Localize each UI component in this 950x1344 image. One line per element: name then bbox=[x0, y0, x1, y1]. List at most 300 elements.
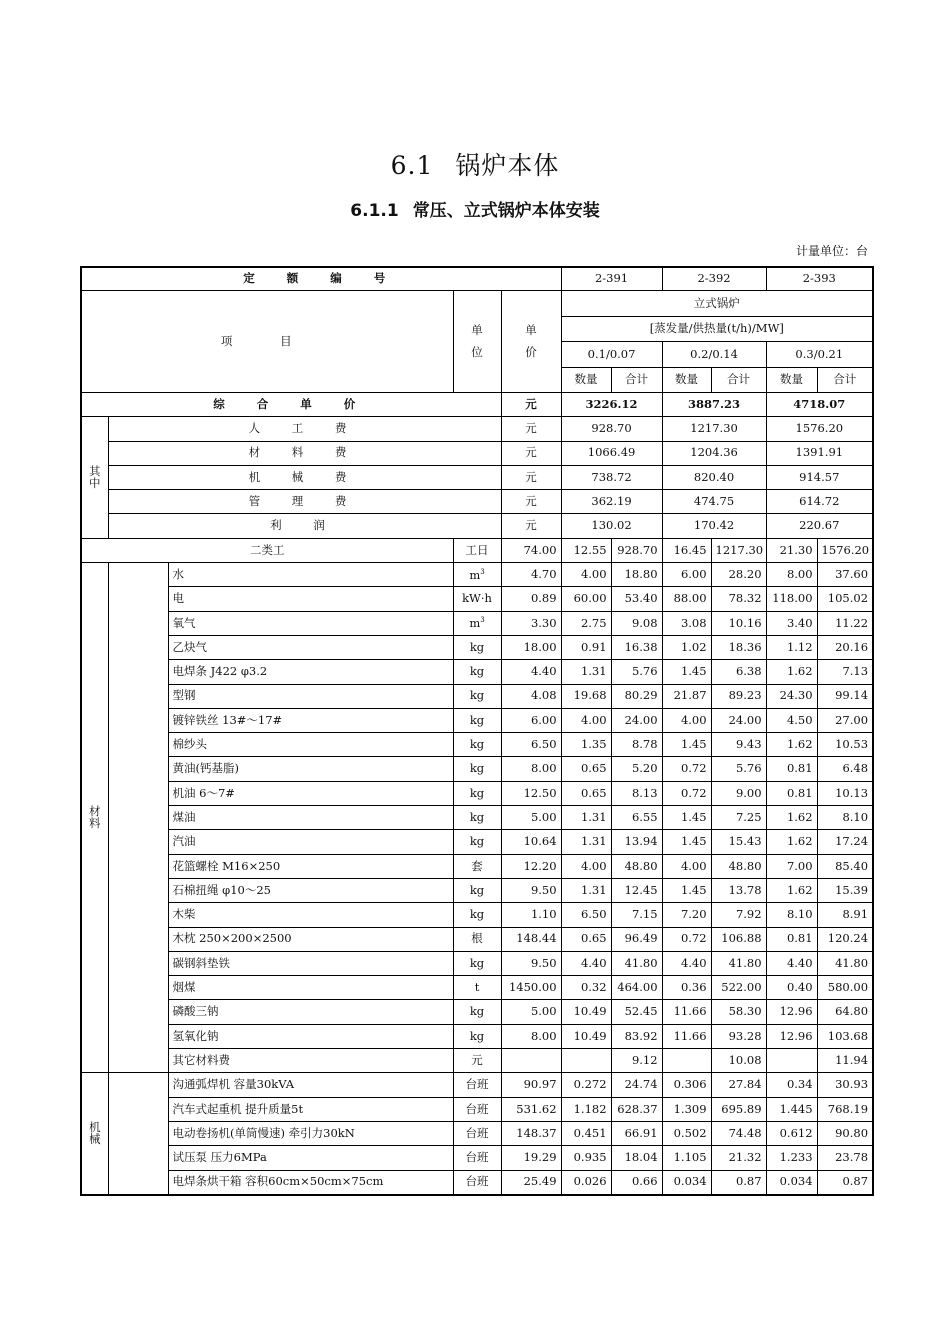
resource-qty: 0.72 bbox=[662, 757, 711, 781]
resource-price: 148.44 bbox=[501, 927, 561, 951]
resource-qty: 0.034 bbox=[662, 1170, 711, 1195]
quota-code: 2-391 bbox=[561, 267, 662, 291]
breakdown-unit: 元 bbox=[501, 514, 561, 538]
resource-sum: 5.20 bbox=[611, 757, 662, 781]
resource-qty: 7.00 bbox=[766, 854, 817, 878]
breakdown-unit: 元 bbox=[501, 441, 561, 465]
resource-price: 90.97 bbox=[501, 1073, 561, 1097]
resource-unit: kg bbox=[453, 830, 501, 854]
blank-cell bbox=[108, 1073, 168, 1195]
breakdown-value: 474.75 bbox=[662, 490, 766, 514]
resource-sum: 6.48 bbox=[817, 757, 873, 781]
labor-qty: 21.30 bbox=[766, 538, 817, 562]
resource-sum: 8.78 bbox=[611, 733, 662, 757]
resource-qty: 0.306 bbox=[662, 1073, 711, 1097]
resource-sum: 7.13 bbox=[817, 660, 873, 684]
resource-qty: 3.08 bbox=[662, 611, 711, 635]
resource-qty: 0.91 bbox=[561, 635, 611, 659]
resource-sum: 17.24 bbox=[817, 830, 873, 854]
resource-sum: 30.93 bbox=[817, 1073, 873, 1097]
material-row bbox=[81, 878, 873, 902]
resource-sum: 9.43 bbox=[711, 733, 766, 757]
resource-sum: 18.80 bbox=[611, 563, 662, 587]
resource-unit: kg bbox=[453, 806, 501, 830]
breakdown-label: 材 料 费 bbox=[108, 441, 501, 465]
breakdown-unit: 元 bbox=[501, 490, 561, 514]
machinery-row bbox=[81, 1073, 873, 1097]
resource-qty: 1.309 bbox=[662, 1097, 711, 1121]
subsection-number: 6.1.1 bbox=[350, 201, 399, 221]
resource-name: 机油 6～7# bbox=[168, 781, 453, 805]
material-row bbox=[81, 903, 873, 927]
resource-sum: 15.39 bbox=[817, 878, 873, 902]
resource-qty: 2.75 bbox=[561, 611, 611, 635]
resource-qty: 19.68 bbox=[561, 684, 611, 708]
resource-name: 汽车式起重机 提升质量5t bbox=[168, 1097, 453, 1121]
resource-sum: 89.23 bbox=[711, 684, 766, 708]
resource-name: 乙炔气 bbox=[168, 635, 453, 659]
resource-sum: 18.04 bbox=[611, 1146, 662, 1170]
resource-name: 煤油 bbox=[168, 806, 453, 830]
resource-qty: 4.50 bbox=[766, 708, 817, 732]
material-row bbox=[81, 611, 873, 635]
resource-price: 10.64 bbox=[501, 830, 561, 854]
resource-sum: 10.13 bbox=[817, 781, 873, 805]
material-row bbox=[81, 806, 873, 830]
resource-qty: 1.31 bbox=[561, 660, 611, 684]
resource-price: 12.50 bbox=[501, 781, 561, 805]
resource-qty: 0.34 bbox=[766, 1073, 817, 1097]
resource-sum: 10.08 bbox=[711, 1049, 766, 1073]
resource-name: 电焊条 J422 φ3.2 bbox=[168, 660, 453, 684]
resource-sum: 0.87 bbox=[817, 1170, 873, 1195]
resource-sum: 8.91 bbox=[817, 903, 873, 927]
resource-price: 8.00 bbox=[501, 1024, 561, 1048]
resource-sum: 15.43 bbox=[711, 830, 766, 854]
resource-qty: 1.45 bbox=[662, 878, 711, 902]
unit-superscript: 3 bbox=[480, 616, 485, 625]
resource-qty: 0.72 bbox=[662, 927, 711, 951]
resource-sum: 7.25 bbox=[711, 806, 766, 830]
resource-sum: 18.36 bbox=[711, 635, 766, 659]
resource-sum: 13.78 bbox=[711, 878, 766, 902]
resource-name: 沟通弧焊机 容量30kVA bbox=[168, 1073, 453, 1097]
resource-name: 其它材料费 bbox=[168, 1049, 453, 1073]
quota-number-label: 定 额 编 号 bbox=[81, 267, 561, 291]
resource-price: 6.50 bbox=[501, 733, 561, 757]
resource-name: 木枕 250×200×2500 bbox=[168, 927, 453, 951]
resource-sum: 7.92 bbox=[711, 903, 766, 927]
spec-value: 0.1/0.07 bbox=[561, 342, 662, 368]
resource-name: 氧气 bbox=[168, 611, 453, 635]
resource-sum: 8.10 bbox=[817, 806, 873, 830]
machinery-row bbox=[81, 1121, 873, 1145]
resource-sum: 41.80 bbox=[611, 951, 662, 975]
resource-qty: 4.40 bbox=[766, 951, 817, 975]
resource-unit: $m^3$ bbox=[453, 611, 501, 635]
resource-sum: 6.55 bbox=[611, 806, 662, 830]
material-row bbox=[81, 660, 873, 684]
resource-qty: 10.49 bbox=[561, 1024, 611, 1048]
resource-qty: 8.00 bbox=[766, 563, 817, 587]
resource-unit: kg bbox=[453, 781, 501, 805]
resource-sum: 5.76 bbox=[711, 757, 766, 781]
resource-name: 电动卷扬机(单筒慢速) 牵引力30kN bbox=[168, 1121, 453, 1145]
breakdown-row bbox=[81, 514, 873, 538]
breakdown-label: 机 械 费 bbox=[108, 465, 501, 489]
resource-sum: 52.45 bbox=[611, 1000, 662, 1024]
resource-qty bbox=[662, 1049, 711, 1073]
material-row bbox=[81, 951, 873, 975]
resource-price: 148.37 bbox=[501, 1121, 561, 1145]
resource-price: 18.00 bbox=[501, 635, 561, 659]
resource-qty: 0.451 bbox=[561, 1121, 611, 1145]
resource-sum: 11.22 bbox=[817, 611, 873, 635]
resource-sum: 20.16 bbox=[817, 635, 873, 659]
resource-price: 25.49 bbox=[501, 1170, 561, 1195]
subsection-heading bbox=[0, 196, 950, 221]
resource-unit: 元 bbox=[453, 1049, 501, 1073]
machinery-row bbox=[81, 1146, 873, 1170]
resource-qty: 1.62 bbox=[766, 878, 817, 902]
resource-qty: 0.36 bbox=[662, 976, 711, 1000]
resource-qty: 1.182 bbox=[561, 1097, 611, 1121]
boiler-type: 立式锅炉 bbox=[561, 291, 873, 317]
composite-label: 综 合 单 价 bbox=[81, 393, 501, 417]
resource-sum: 27.00 bbox=[817, 708, 873, 732]
resource-name: 水 bbox=[168, 563, 453, 587]
resource-qty: 4.40 bbox=[662, 951, 711, 975]
breakdown-value: 614.72 bbox=[766, 490, 873, 514]
sum-header: 合计 bbox=[611, 367, 662, 393]
resource-qty bbox=[766, 1049, 817, 1073]
resource-name: 石棉扭绳 φ10～25 bbox=[168, 878, 453, 902]
resource-sum: 23.78 bbox=[817, 1146, 873, 1170]
resource-sum: 74.48 bbox=[711, 1121, 766, 1145]
breakdown-label: 管 理 费 bbox=[108, 490, 501, 514]
quota-code: 2-392 bbox=[662, 267, 766, 291]
resource-price: 9.50 bbox=[501, 878, 561, 902]
resource-sum: 5.76 bbox=[611, 660, 662, 684]
resource-sum: 10.53 bbox=[817, 733, 873, 757]
resource-qty: 1.45 bbox=[662, 660, 711, 684]
resource-sum: 9.00 bbox=[711, 781, 766, 805]
composite-row bbox=[81, 393, 873, 417]
breakdown-row bbox=[81, 465, 873, 489]
resource-sum: 10.16 bbox=[711, 611, 766, 635]
machinery-label: 机 械 bbox=[81, 1073, 108, 1195]
resource-qty: 1.45 bbox=[662, 733, 711, 757]
resource-sum: 85.40 bbox=[817, 854, 873, 878]
resource-qty: 0.40 bbox=[766, 976, 817, 1000]
resource-sum: 103.68 bbox=[817, 1024, 873, 1048]
resource-qty: 1.31 bbox=[561, 878, 611, 902]
resource-sum: 27.84 bbox=[711, 1073, 766, 1097]
resource-sum: 628.37 bbox=[611, 1097, 662, 1121]
breakdown-value: 1576.20 bbox=[766, 417, 873, 441]
resource-price: 4.40 bbox=[501, 660, 561, 684]
composite-value: 4718.07 bbox=[766, 393, 873, 417]
resource-price: 19.29 bbox=[501, 1146, 561, 1170]
sum-header: 合计 bbox=[817, 367, 873, 393]
resource-name: 型钢 bbox=[168, 684, 453, 708]
resource-qty: 1.62 bbox=[766, 660, 817, 684]
resource-qty: 1.45 bbox=[662, 830, 711, 854]
resource-sum: 768.19 bbox=[817, 1097, 873, 1121]
resource-qty: 10.49 bbox=[561, 1000, 611, 1024]
resource-qty: 0.502 bbox=[662, 1121, 711, 1145]
section-title: 锅炉本体 bbox=[455, 151, 560, 180]
resource-qty: 4.00 bbox=[561, 708, 611, 732]
material-row bbox=[81, 563, 873, 587]
resource-qty: 1.31 bbox=[561, 806, 611, 830]
resource-name: 烟煤 bbox=[168, 976, 453, 1000]
breakdown-value: 1217.30 bbox=[662, 417, 766, 441]
material-row bbox=[81, 1049, 873, 1073]
material-row bbox=[81, 733, 873, 757]
resource-price: 5.00 bbox=[501, 1000, 561, 1024]
resource-sum: 99.14 bbox=[817, 684, 873, 708]
resource-sum: 0.87 bbox=[711, 1170, 766, 1195]
resource-qty: 1.31 bbox=[561, 830, 611, 854]
resource-unit: kW·h bbox=[453, 587, 501, 611]
resource-name: 汽油 bbox=[168, 830, 453, 854]
item-header: 项 目 bbox=[81, 291, 453, 393]
resource-sum: 522.00 bbox=[711, 976, 766, 1000]
materials-label: 材 料 bbox=[81, 563, 108, 1073]
resource-qty: 24.30 bbox=[766, 684, 817, 708]
resource-qty: 12.96 bbox=[766, 1024, 817, 1048]
resource-name: 花篮螺栓 M16×250 bbox=[168, 854, 453, 878]
resource-qty: 0.65 bbox=[561, 927, 611, 951]
labor-sum: 1576.20 bbox=[817, 538, 873, 562]
resource-qty: 1.62 bbox=[766, 806, 817, 830]
resource-sum: 66.91 bbox=[611, 1121, 662, 1145]
resource-qty: 0.272 bbox=[561, 1073, 611, 1097]
resource-unit: kg bbox=[453, 733, 501, 757]
qty-header: 数量 bbox=[766, 367, 817, 393]
breakdown-unit: 元 bbox=[501, 417, 561, 441]
resource-sum: 64.80 bbox=[817, 1000, 873, 1024]
resource-sum: 41.80 bbox=[711, 951, 766, 975]
resource-qty: 0.81 bbox=[766, 757, 817, 781]
resource-sum: 16.38 bbox=[611, 635, 662, 659]
resource-sum: 464.00 bbox=[611, 976, 662, 1000]
resource-name: 棉纱头 bbox=[168, 733, 453, 757]
material-row bbox=[81, 781, 873, 805]
resource-unit: t bbox=[453, 976, 501, 1000]
resource-unit: kg bbox=[453, 903, 501, 927]
resource-sum: 48.80 bbox=[611, 854, 662, 878]
resource-qty: 0.935 bbox=[561, 1146, 611, 1170]
section-number: 6.1 bbox=[390, 151, 434, 180]
labor-sum: 1217.30 bbox=[711, 538, 766, 562]
labor-unit: 工日 bbox=[453, 538, 501, 562]
material-row bbox=[81, 1000, 873, 1024]
resource-unit: kg bbox=[453, 878, 501, 902]
breakdown-label: 利 润 bbox=[108, 514, 501, 538]
resource-sum: 106.88 bbox=[711, 927, 766, 951]
resource-unit: 台班 bbox=[453, 1097, 501, 1121]
resource-qty: 12.96 bbox=[766, 1000, 817, 1024]
resource-unit: 套 bbox=[453, 854, 501, 878]
breakdown-value: 220.67 bbox=[766, 514, 873, 538]
resource-unit: kg bbox=[453, 708, 501, 732]
labor-sum: 928.70 bbox=[611, 538, 662, 562]
resource-sum: 78.32 bbox=[711, 587, 766, 611]
breakdown-value: 170.42 bbox=[662, 514, 766, 538]
material-row bbox=[81, 976, 873, 1000]
resource-name: 电 bbox=[168, 587, 453, 611]
breakdown-label: 人 工 费 bbox=[108, 417, 501, 441]
resource-sum: 53.40 bbox=[611, 587, 662, 611]
breakdown-unit: 元 bbox=[501, 465, 561, 489]
breakdown-value: 738.72 bbox=[561, 465, 662, 489]
resource-qty bbox=[561, 1049, 611, 1073]
resource-name: 黄油(钙基脂) bbox=[168, 757, 453, 781]
resource-unit: 台班 bbox=[453, 1121, 501, 1145]
resource-sum: 120.24 bbox=[817, 927, 873, 951]
resource-qty: 1.45 bbox=[662, 806, 711, 830]
labor-row bbox=[81, 538, 873, 562]
resource-qty: 118.00 bbox=[766, 587, 817, 611]
material-row bbox=[81, 757, 873, 781]
subsection-title: 常压、立式锅炉本体安装 bbox=[412, 201, 600, 221]
resource-qty: 6.00 bbox=[662, 563, 711, 587]
resource-price: 4.70 bbox=[501, 563, 561, 587]
qty-header: 数量 bbox=[662, 367, 711, 393]
resource-qty: 4.40 bbox=[561, 951, 611, 975]
resource-qty: 11.66 bbox=[662, 1024, 711, 1048]
resource-unit: kg bbox=[453, 684, 501, 708]
resource-sum: 695.89 bbox=[711, 1097, 766, 1121]
composite-unit: 元 bbox=[501, 393, 561, 417]
breakdown-value: 914.57 bbox=[766, 465, 873, 489]
labor-qty: 12.55 bbox=[561, 538, 611, 562]
breakdown-row bbox=[81, 441, 873, 465]
material-row bbox=[81, 1024, 873, 1048]
labor-price: 74.00 bbox=[501, 538, 561, 562]
sum-header: 合计 bbox=[711, 367, 766, 393]
resource-unit: $m^3$ bbox=[453, 563, 501, 587]
material-row bbox=[81, 587, 873, 611]
breakdown-value: 1391.91 bbox=[766, 441, 873, 465]
resource-price: 5.00 bbox=[501, 806, 561, 830]
resource-unit: kg bbox=[453, 635, 501, 659]
resource-sum: 105.02 bbox=[817, 587, 873, 611]
resource-sum: 41.80 bbox=[817, 951, 873, 975]
resource-qty: 0.72 bbox=[662, 781, 711, 805]
resource-qty: 1.445 bbox=[766, 1097, 817, 1121]
spec-value: 0.3/0.21 bbox=[766, 342, 873, 368]
breakdown-value: 362.19 bbox=[561, 490, 662, 514]
resource-price: 3.30 bbox=[501, 611, 561, 635]
spec-value: 0.2/0.14 bbox=[662, 342, 766, 368]
resource-sum: 24.74 bbox=[611, 1073, 662, 1097]
unit-superscript: 3 bbox=[480, 567, 485, 576]
resource-unit: kg bbox=[453, 951, 501, 975]
resource-qty: 1.105 bbox=[662, 1146, 711, 1170]
resource-qty: 0.65 bbox=[561, 757, 611, 781]
resource-qty: 1.02 bbox=[662, 635, 711, 659]
blank-cell bbox=[108, 563, 168, 1073]
resource-price: 4.08 bbox=[501, 684, 561, 708]
material-row bbox=[81, 684, 873, 708]
breakdown-value: 820.40 bbox=[662, 465, 766, 489]
breakdown-value: 928.70 bbox=[561, 417, 662, 441]
resource-sum: 80.29 bbox=[611, 684, 662, 708]
resource-sum: 0.66 bbox=[611, 1170, 662, 1195]
resource-sum: 580.00 bbox=[817, 976, 873, 1000]
resource-name: 电焊条烘干箱 容积60cm×50cm×75cm bbox=[168, 1170, 453, 1195]
resource-price bbox=[501, 1049, 561, 1073]
resource-qty: 0.81 bbox=[766, 927, 817, 951]
resource-sum: 48.80 bbox=[711, 854, 766, 878]
resource-sum: 13.94 bbox=[611, 830, 662, 854]
resource-sum: 93.28 bbox=[711, 1024, 766, 1048]
resource-sum: 96.49 bbox=[611, 927, 662, 951]
quota-table bbox=[80, 266, 874, 1196]
resource-price: 12.20 bbox=[501, 854, 561, 878]
quota-code: 2-393 bbox=[766, 267, 873, 291]
resource-sum: 37.60 bbox=[817, 563, 873, 587]
resource-sum: 11.94 bbox=[817, 1049, 873, 1073]
labor-qty: 16.45 bbox=[662, 538, 711, 562]
resource-price: 1.10 bbox=[501, 903, 561, 927]
resource-unit: kg bbox=[453, 1000, 501, 1024]
resource-qty: 0.026 bbox=[561, 1170, 611, 1195]
resource-qty: 4.00 bbox=[561, 563, 611, 587]
resource-price: 6.00 bbox=[501, 708, 561, 732]
resource-qty: 8.10 bbox=[766, 903, 817, 927]
resource-qty: 1.35 bbox=[561, 733, 611, 757]
resource-sum: 28.20 bbox=[711, 563, 766, 587]
breakdown-value: 130.02 bbox=[561, 514, 662, 538]
resource-qty: 1.62 bbox=[766, 830, 817, 854]
unit-note: 计量单位：台 bbox=[795, 244, 868, 258]
material-row bbox=[81, 830, 873, 854]
price-header: 单 价 bbox=[501, 291, 561, 393]
resource-qty: 0.034 bbox=[766, 1170, 817, 1195]
resource-qty: 88.00 bbox=[662, 587, 711, 611]
resource-name: 试压泵 压力6MPa bbox=[168, 1146, 453, 1170]
resource-sum: 7.15 bbox=[611, 903, 662, 927]
breakdown-value: 1204.36 bbox=[662, 441, 766, 465]
resource-sum: 83.92 bbox=[611, 1024, 662, 1048]
resource-qty: 1.233 bbox=[766, 1146, 817, 1170]
composite-value: 3887.23 bbox=[662, 393, 766, 417]
breakdown-row bbox=[81, 417, 873, 441]
resource-sum: 58.30 bbox=[711, 1000, 766, 1024]
resource-qty: 7.20 bbox=[662, 903, 711, 927]
resource-unit: 台班 bbox=[453, 1170, 501, 1195]
resource-name: 磷酸三钠 bbox=[168, 1000, 453, 1024]
resource-qty: 21.87 bbox=[662, 684, 711, 708]
machinery-row bbox=[81, 1097, 873, 1121]
resource-qty: 4.00 bbox=[662, 854, 711, 878]
resource-sum: 12.45 bbox=[611, 878, 662, 902]
resource-unit: kg bbox=[453, 660, 501, 684]
resource-qty: 3.40 bbox=[766, 611, 817, 635]
material-row bbox=[81, 708, 873, 732]
resource-qty: 1.62 bbox=[766, 733, 817, 757]
resource-unit: 台班 bbox=[453, 1073, 501, 1097]
resource-sum: 90.80 bbox=[817, 1121, 873, 1145]
resource-price: 531.62 bbox=[501, 1097, 561, 1121]
resource-qty: 0.65 bbox=[561, 781, 611, 805]
resource-qty: 11.66 bbox=[662, 1000, 711, 1024]
unit-header: 单 位 bbox=[453, 291, 501, 393]
